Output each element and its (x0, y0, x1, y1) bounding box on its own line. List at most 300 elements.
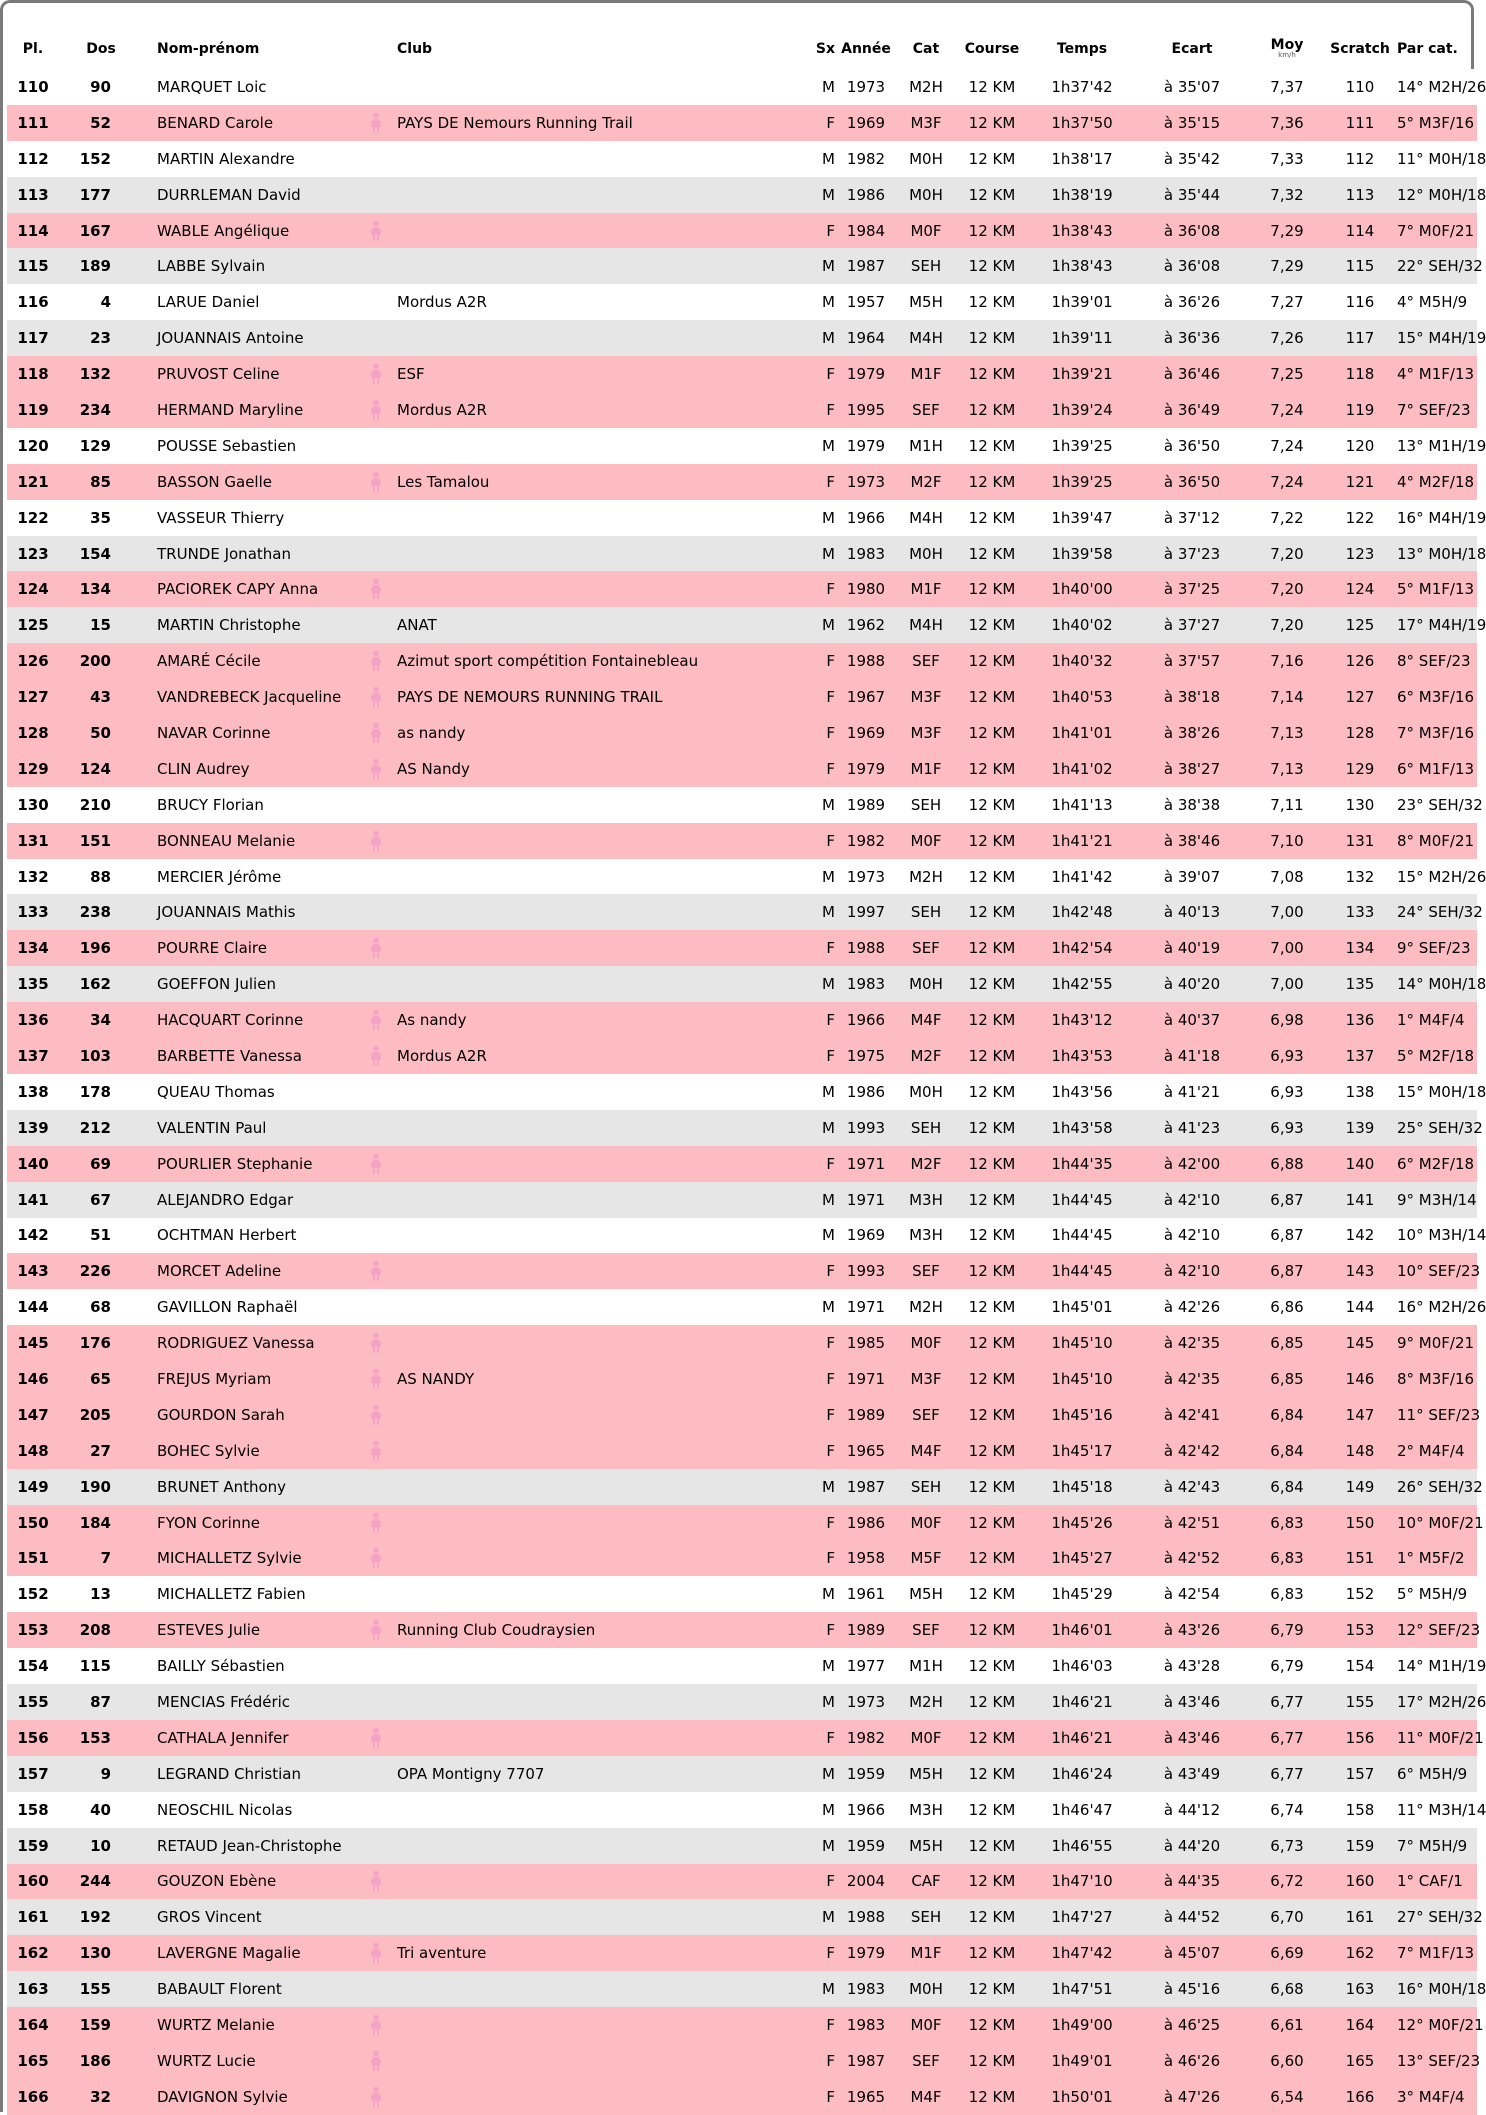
table-row[interactable] (7, 392, 1477, 428)
table-row[interactable] (7, 1182, 1477, 1218)
table-row[interactable] (7, 571, 1477, 607)
cell-icon (361, 1648, 391, 1684)
cell-bib: 67 (90, 1190, 111, 1209)
cell-time: 1h43'58 (1051, 1118, 1113, 1137)
cell-sex: M (822, 149, 835, 168)
cell-cat-rank: 7° M3F/16 (1397, 723, 1475, 742)
cell-bib: 210 (79, 795, 111, 814)
cell-gap: à 41'18 (1163, 1046, 1221, 1065)
cell-category: SEF (912, 2051, 940, 2070)
cell-course: 12 KM (968, 616, 1016, 635)
cell-sex: M (822, 1298, 835, 1317)
cell-club (391, 1792, 765, 1828)
table-row[interactable] (7, 1038, 1477, 1074)
cell-cat-rank: 4° M1F/13 (1397, 365, 1475, 384)
cell-cat-rank: 16° M4H/19 (1397, 508, 1486, 527)
table-row[interactable] (7, 1864, 1477, 1900)
cell-club (391, 1541, 765, 1577)
cell-year: 1980 (846, 580, 886, 599)
cell-cat-rank: 10° M3H/14 (1397, 1226, 1486, 1245)
cell-sex: M (822, 544, 835, 563)
cell-category: M2F (910, 1154, 942, 1173)
cell-cat-rank: 11° M0H/18 (1397, 149, 1486, 168)
cell-scratch: 166 (1345, 2087, 1375, 2106)
cell-sex: F (826, 400, 835, 419)
cell-year: 1965 (846, 1441, 886, 1460)
cell-club (391, 1253, 765, 1289)
cell-cat-rank: 9° M3H/14 (1397, 1190, 1477, 1209)
cell-time: 1h45'10 (1051, 1334, 1113, 1353)
cell-cat-rank: 14° M0H/18 (1397, 975, 1486, 994)
table-row[interactable] (7, 213, 1477, 249)
cell-name: GOUZON Ebène (157, 1872, 277, 1891)
cell-club (391, 1505, 765, 1541)
cell-bib: 51 (90, 1226, 111, 1245)
table-row[interactable] (7, 1792, 1477, 1828)
cell-speed: 6,69 (1270, 1944, 1304, 1963)
cell-club (391, 823, 765, 859)
cell-icon (361, 1397, 391, 1433)
table-row[interactable] (7, 536, 1477, 572)
cell-category: M1H (909, 436, 943, 455)
table-row[interactable] (7, 320, 1477, 356)
cell-place: 130 (17, 795, 49, 814)
cell-icon (361, 1074, 391, 1110)
cell-category: SEF (912, 400, 940, 419)
cell-cat-rank: 11° M0F/21 (1397, 1728, 1484, 1747)
cell-name: LEGRAND Christian (157, 1764, 301, 1783)
cell-club (391, 248, 765, 284)
cell-icon (361, 500, 391, 536)
cell-bib: 88 (90, 867, 111, 886)
cell-club (391, 1397, 765, 1433)
cell-year: 1993 (846, 1262, 886, 1281)
cell-scratch: 157 (1345, 1764, 1375, 1783)
cell-cat-rank: 16° M0H/18 (1397, 1980, 1486, 1999)
table-row[interactable] (7, 1576, 1477, 1612)
table-row[interactable] (7, 500, 1477, 536)
table-row[interactable] (7, 715, 1477, 751)
cell-cat-rank: 26° SEH/32 (1397, 1477, 1483, 1496)
cell-cat-rank: 27° SEH/32 (1397, 1908, 1483, 1927)
cell-speed: 7,29 (1270, 221, 1304, 240)
table-row[interactable] (7, 1720, 1477, 1756)
cell-name: QUEAU Thomas (157, 1082, 275, 1101)
female-runner-icon (369, 1009, 383, 1031)
cell-icon (361, 2043, 391, 2079)
table-row[interactable] (7, 607, 1477, 643)
female-runner-icon (369, 2086, 383, 2108)
cell-course: 12 KM (968, 113, 1016, 132)
table-row[interactable] (7, 428, 1477, 464)
cell-cat-rank: 5° M5H/9 (1397, 1585, 1468, 1604)
cell-icon (361, 715, 391, 751)
table-row[interactable] (7, 1325, 1477, 1361)
cell-icon (361, 1469, 391, 1505)
cell-year: 1995 (846, 400, 886, 419)
female-runner-icon (369, 650, 383, 672)
cell-gap: à 37'57 (1163, 652, 1221, 671)
cell-time: 1h40'32 (1051, 652, 1113, 671)
table-row[interactable] (7, 1289, 1477, 1325)
table-row[interactable] (7, 284, 1477, 320)
cell-gap: à 42'10 (1163, 1262, 1221, 1281)
cell-name: MARTIN Christophe (157, 616, 301, 635)
cell-cat-rank: 1° M5F/2 (1397, 1549, 1465, 1568)
table-row[interactable] (7, 1433, 1477, 1469)
header-nom[interactable]: Nom-prénom (157, 41, 260, 57)
cell-category: M0H (909, 149, 943, 168)
cell-category: M5H (909, 1585, 943, 1604)
cell-sex: M (822, 293, 835, 312)
cell-scratch: 127 (1345, 688, 1375, 707)
header-scratch[interactable]: Scratch (1330, 41, 1390, 57)
table-row[interactable] (7, 141, 1477, 177)
cell-scratch: 142 (1345, 1226, 1375, 1245)
cell-speed: 6,84 (1270, 1477, 1304, 1496)
cell-year: 1964 (846, 329, 886, 348)
cell-bib: 43 (90, 688, 111, 707)
table-row[interactable] (7, 1756, 1477, 1792)
cell-sex: M (822, 508, 835, 527)
cell-scratch: 125 (1345, 616, 1375, 635)
cell-year: 1967 (846, 688, 886, 707)
cell-club (391, 500, 765, 536)
cell-year: 1966 (846, 1011, 886, 1030)
cell-speed: 7,25 (1270, 365, 1304, 384)
cell-sex: F (826, 1262, 835, 1281)
cell-gap: à 42'00 (1163, 1154, 1221, 1173)
cell-sex: M (822, 795, 835, 814)
table-row[interactable] (7, 1505, 1477, 1541)
cell-year: 1969 (846, 723, 886, 742)
cell-speed: 7,10 (1270, 831, 1304, 850)
table-row[interactable] (7, 248, 1477, 284)
cell-place: 165 (17, 2051, 49, 2070)
table-row[interactable] (7, 1002, 1477, 1038)
cell-club (391, 1325, 765, 1361)
female-runner-icon (369, 578, 383, 600)
cell-time: 1h42'48 (1051, 903, 1113, 922)
cell-sex: F (826, 1944, 835, 1963)
cell-name: BRUNET Anthony (157, 1477, 287, 1496)
cell-sex: M (822, 1190, 835, 1209)
table-row[interactable] (7, 859, 1477, 895)
cell-name: BOHEC Sylvie (157, 1441, 260, 1460)
header-temps[interactable]: Temps (1056, 41, 1108, 57)
cell-speed: 6,87 (1270, 1190, 1304, 1209)
cell-speed: 6,86 (1270, 1298, 1304, 1317)
table-row[interactable] (7, 2079, 1477, 2115)
cell-course: 12 KM (968, 77, 1016, 96)
cell-place: 111 (17, 113, 49, 132)
cell-category: M0F (910, 221, 942, 240)
cell-sex: F (826, 759, 835, 778)
cell-course: 12 KM (968, 1046, 1016, 1065)
cell-sex: M (822, 1908, 835, 1927)
cell-place: 122 (17, 508, 49, 527)
cell-name: GROS Vincent (157, 1908, 262, 1927)
header-cat[interactable]: Cat (912, 41, 940, 57)
cell-icon (361, 1361, 391, 1397)
cell-year: 1988 (846, 939, 886, 958)
cell-time: 1h46'47 (1051, 1800, 1113, 1819)
table-row[interactable] (7, 1828, 1477, 1864)
cell-category: M2H (909, 77, 943, 96)
cell-cat-rank: 15° M0H/18 (1397, 1082, 1486, 1101)
cell-scratch: 134 (1345, 939, 1375, 958)
cell-course: 12 KM (968, 293, 1016, 312)
cell-course: 12 KM (968, 939, 1016, 958)
table-row[interactable] (7, 1648, 1477, 1684)
cell-time: 1h47'27 (1051, 1908, 1113, 1927)
table-row[interactable] (7, 1935, 1477, 1971)
cell-year: 1982 (846, 831, 886, 850)
cell-speed: 7,00 (1270, 975, 1304, 994)
table-row[interactable] (7, 1361, 1477, 1397)
cell-year: 1988 (846, 652, 886, 671)
cell-place: 154 (17, 1657, 49, 1676)
cell-year: 1979 (846, 759, 886, 778)
cell-sex: F (826, 113, 835, 132)
cell-name: AMARÉ Cécile (157, 652, 261, 671)
cell-sex: F (826, 1011, 835, 1030)
cell-sex: F (826, 580, 835, 599)
table-row[interactable] (7, 1397, 1477, 1433)
cell-time: 1h46'21 (1051, 1693, 1113, 1712)
cell-gap: à 45'07 (1163, 1944, 1221, 1963)
cell-category: CAF (911, 1872, 941, 1891)
cell-bib: 9 (100, 1764, 111, 1783)
table-row[interactable] (7, 679, 1477, 715)
cell-year: 1971 (846, 1154, 886, 1173)
cell-course: 12 KM (968, 1836, 1016, 1855)
cell-place: 158 (17, 1800, 49, 1819)
cell-scratch: 116 (1345, 293, 1375, 312)
header-par-cat[interactable]: Par cat. (1397, 41, 1458, 57)
table-row[interactable] (7, 966, 1477, 1002)
table-row[interactable] (7, 1541, 1477, 1577)
cell-bib: 103 (79, 1046, 111, 1065)
cell-bib: 65 (90, 1370, 111, 1388)
cell-cat-rank: 3° M4F/4 (1397, 2087, 1465, 2106)
cell-speed: 6,93 (1270, 1118, 1304, 1137)
table-row[interactable] (7, 1218, 1477, 1254)
header-sx[interactable]: Sx (815, 41, 835, 57)
cell-bib: 15 (90, 616, 111, 635)
table-row[interactable] (7, 1469, 1477, 1505)
cell-gap: à 44'20 (1163, 1836, 1221, 1855)
cell-time: 1h38'43 (1051, 221, 1113, 240)
table-row[interactable] (7, 823, 1477, 859)
cell-time: 1h42'54 (1051, 939, 1113, 958)
table-row[interactable] (7, 1971, 1477, 2007)
cell-icon (361, 1792, 391, 1828)
cell-speed: 7,22 (1270, 508, 1304, 527)
cell-speed: 7,24 (1270, 436, 1304, 455)
cell-time: 1h47'10 (1051, 1872, 1113, 1891)
cell-cat-rank: 5° M2F/18 (1397, 1046, 1475, 1065)
table-row[interactable] (7, 2007, 1477, 2043)
cell-cat-rank: 6° M1F/13 (1397, 759, 1475, 778)
cell-icon (361, 643, 391, 679)
cell-icon (361, 1182, 391, 1218)
cell-course: 12 KM (968, 688, 1016, 707)
table-row[interactable] (7, 1074, 1477, 1110)
cell-year: 1973 (846, 1693, 886, 1712)
cell-time: 1h45'26 (1051, 1513, 1113, 1532)
cell-cat-rank: 7° M1F/13 (1397, 1944, 1475, 1963)
cell-gap: à 36'46 (1163, 365, 1221, 384)
cell-icon (361, 1576, 391, 1612)
cell-club (391, 1648, 765, 1684)
cell-time: 1h38'19 (1051, 185, 1113, 204)
cell-name: ESTEVES Julie (157, 1621, 261, 1640)
cell-year: 1989 (846, 1621, 886, 1640)
cell-club (391, 894, 765, 930)
cell-year: 1988 (846, 1908, 886, 1927)
cell-name: BRUCY Florian (157, 795, 264, 814)
table-body (7, 69, 1486, 2115)
cell-sex: F (826, 1513, 835, 1532)
cell-course: 12 KM (968, 1549, 1016, 1568)
cell-year: 1987 (846, 257, 886, 276)
cell-name: VANDREBECK Jacqueline (157, 688, 342, 707)
cell-year: 1971 (846, 1298, 886, 1317)
cell-icon (361, 356, 391, 392)
cell-sex: M (822, 1836, 835, 1855)
cell-scratch: 155 (1345, 1693, 1375, 1712)
cell-sex: F (826, 723, 835, 742)
table-row[interactable] (7, 1612, 1477, 1648)
cell-icon (361, 2007, 391, 2043)
header-course[interactable]: Course (964, 41, 1020, 57)
cell-place: 127 (17, 688, 49, 707)
cell-cat-rank: 7° M0F/21 (1397, 221, 1475, 240)
table-row[interactable] (7, 1110, 1477, 1146)
cell-course: 12 KM (968, 221, 1016, 240)
header-annee[interactable]: Année (841, 41, 891, 57)
table-row[interactable] (7, 69, 1477, 105)
cell-gap: à 37'25 (1163, 580, 1221, 599)
cell-course: 12 KM (968, 1334, 1016, 1353)
cell-place: 139 (17, 1118, 49, 1137)
cell-scratch: 132 (1345, 867, 1375, 886)
cell-speed: 6,68 (1270, 1980, 1304, 1999)
cell-club (391, 787, 765, 823)
cell-club: ESF (397, 365, 425, 384)
table-row[interactable] (7, 643, 1477, 679)
cell-name: PACIOREK CAPY Anna (157, 580, 319, 599)
table-row[interactable] (7, 751, 1477, 787)
cell-scratch: 151 (1345, 1549, 1375, 1568)
cell-name: FYON Corinne (157, 1513, 260, 1532)
header-dos[interactable]: Dos (86, 41, 116, 57)
cell-bib: 178 (79, 1082, 111, 1101)
cell-place: 159 (17, 1836, 49, 1855)
header-ecart[interactable]: Ecart (1171, 41, 1213, 57)
cell-club: AS Nandy (397, 759, 470, 778)
cell-place: 132 (17, 867, 49, 886)
cell-speed: 7,37 (1270, 77, 1304, 96)
cell-bib: 35 (90, 508, 111, 527)
cell-time: 1h46'03 (1051, 1657, 1113, 1676)
cell-scratch: 165 (1345, 2051, 1375, 2070)
table-row[interactable] (7, 1684, 1477, 1720)
cell-speed: 6,77 (1270, 1764, 1304, 1783)
header-moy[interactable] (1247, 29, 1327, 69)
cell-bib: 10 (90, 1836, 111, 1855)
table-row[interactable] (7, 930, 1477, 966)
table-header (7, 29, 1477, 69)
cell-place: 166 (17, 2087, 49, 2106)
cell-name: RETAUD Jean-Christophe (157, 1836, 342, 1855)
cell-cat-rank: 14° M2H/26 (1397, 77, 1486, 96)
cell-club (391, 571, 765, 607)
cell-course: 12 KM (968, 1872, 1016, 1891)
cell-place: 150 (17, 1513, 49, 1532)
cell-category: M0F (910, 831, 942, 850)
cell-year: 1969 (846, 113, 886, 132)
cell-gap: à 38'38 (1163, 795, 1221, 814)
cell-time: 1h38'17 (1051, 149, 1113, 168)
cell-category: M0H (909, 185, 943, 204)
header-pl[interactable]: Pl. (22, 41, 44, 57)
table-row[interactable] (7, 2043, 1477, 2079)
cell-category: M0H (909, 544, 943, 563)
cell-sex: F (826, 221, 835, 240)
cell-time: 1h44'45 (1051, 1262, 1113, 1281)
cell-time: 1h45'10 (1051, 1370, 1113, 1388)
female-runner-icon (369, 220, 383, 242)
cell-icon (361, 1218, 391, 1254)
cell-name: MICHALLETZ Sylvie (157, 1549, 302, 1568)
cell-speed: 7,36 (1270, 113, 1304, 132)
table-row[interactable] (7, 177, 1477, 213)
cell-year: 1961 (846, 1585, 886, 1604)
cell-year: 1997 (846, 903, 886, 922)
cell-speed: 7,32 (1270, 185, 1304, 204)
cell-year: 1966 (846, 508, 886, 527)
table-row[interactable] (7, 1146, 1477, 1182)
cell-icon (361, 1253, 391, 1289)
table-row[interactable] (7, 105, 1477, 141)
cell-place: 148 (17, 1441, 49, 1460)
female-runner-icon (369, 722, 383, 744)
cell-name: GOURDON Sarah (157, 1405, 285, 1424)
table-row[interactable] (7, 1899, 1477, 1935)
table-row[interactable] (7, 1253, 1477, 1289)
cell-cat-rank: 6° M2F/18 (1397, 1154, 1475, 1173)
cell-icon (361, 1899, 391, 1935)
female-runner-icon (369, 686, 383, 708)
table-row[interactable] (7, 464, 1477, 500)
cell-place: 120 (17, 436, 49, 455)
header-club[interactable]: Club (397, 41, 433, 57)
cell-name: POURLIER Stephanie (157, 1154, 313, 1173)
cell-scratch: 147 (1345, 1405, 1375, 1424)
cell-cat-rank: 8° M3F/16 (1397, 1370, 1475, 1388)
cell-place: 128 (17, 723, 49, 742)
header-moy-unit: km/h (1278, 50, 1296, 59)
cell-scratch: 159 (1345, 1836, 1375, 1855)
cell-time: 1h45'18 (1051, 1477, 1113, 1496)
table-row[interactable] (7, 787, 1477, 823)
cell-name: JOUANNAIS Mathis (157, 903, 296, 922)
table-row[interactable] (7, 356, 1477, 392)
cell-time: 1h44'45 (1051, 1226, 1113, 1245)
table-row[interactable] (7, 894, 1477, 930)
